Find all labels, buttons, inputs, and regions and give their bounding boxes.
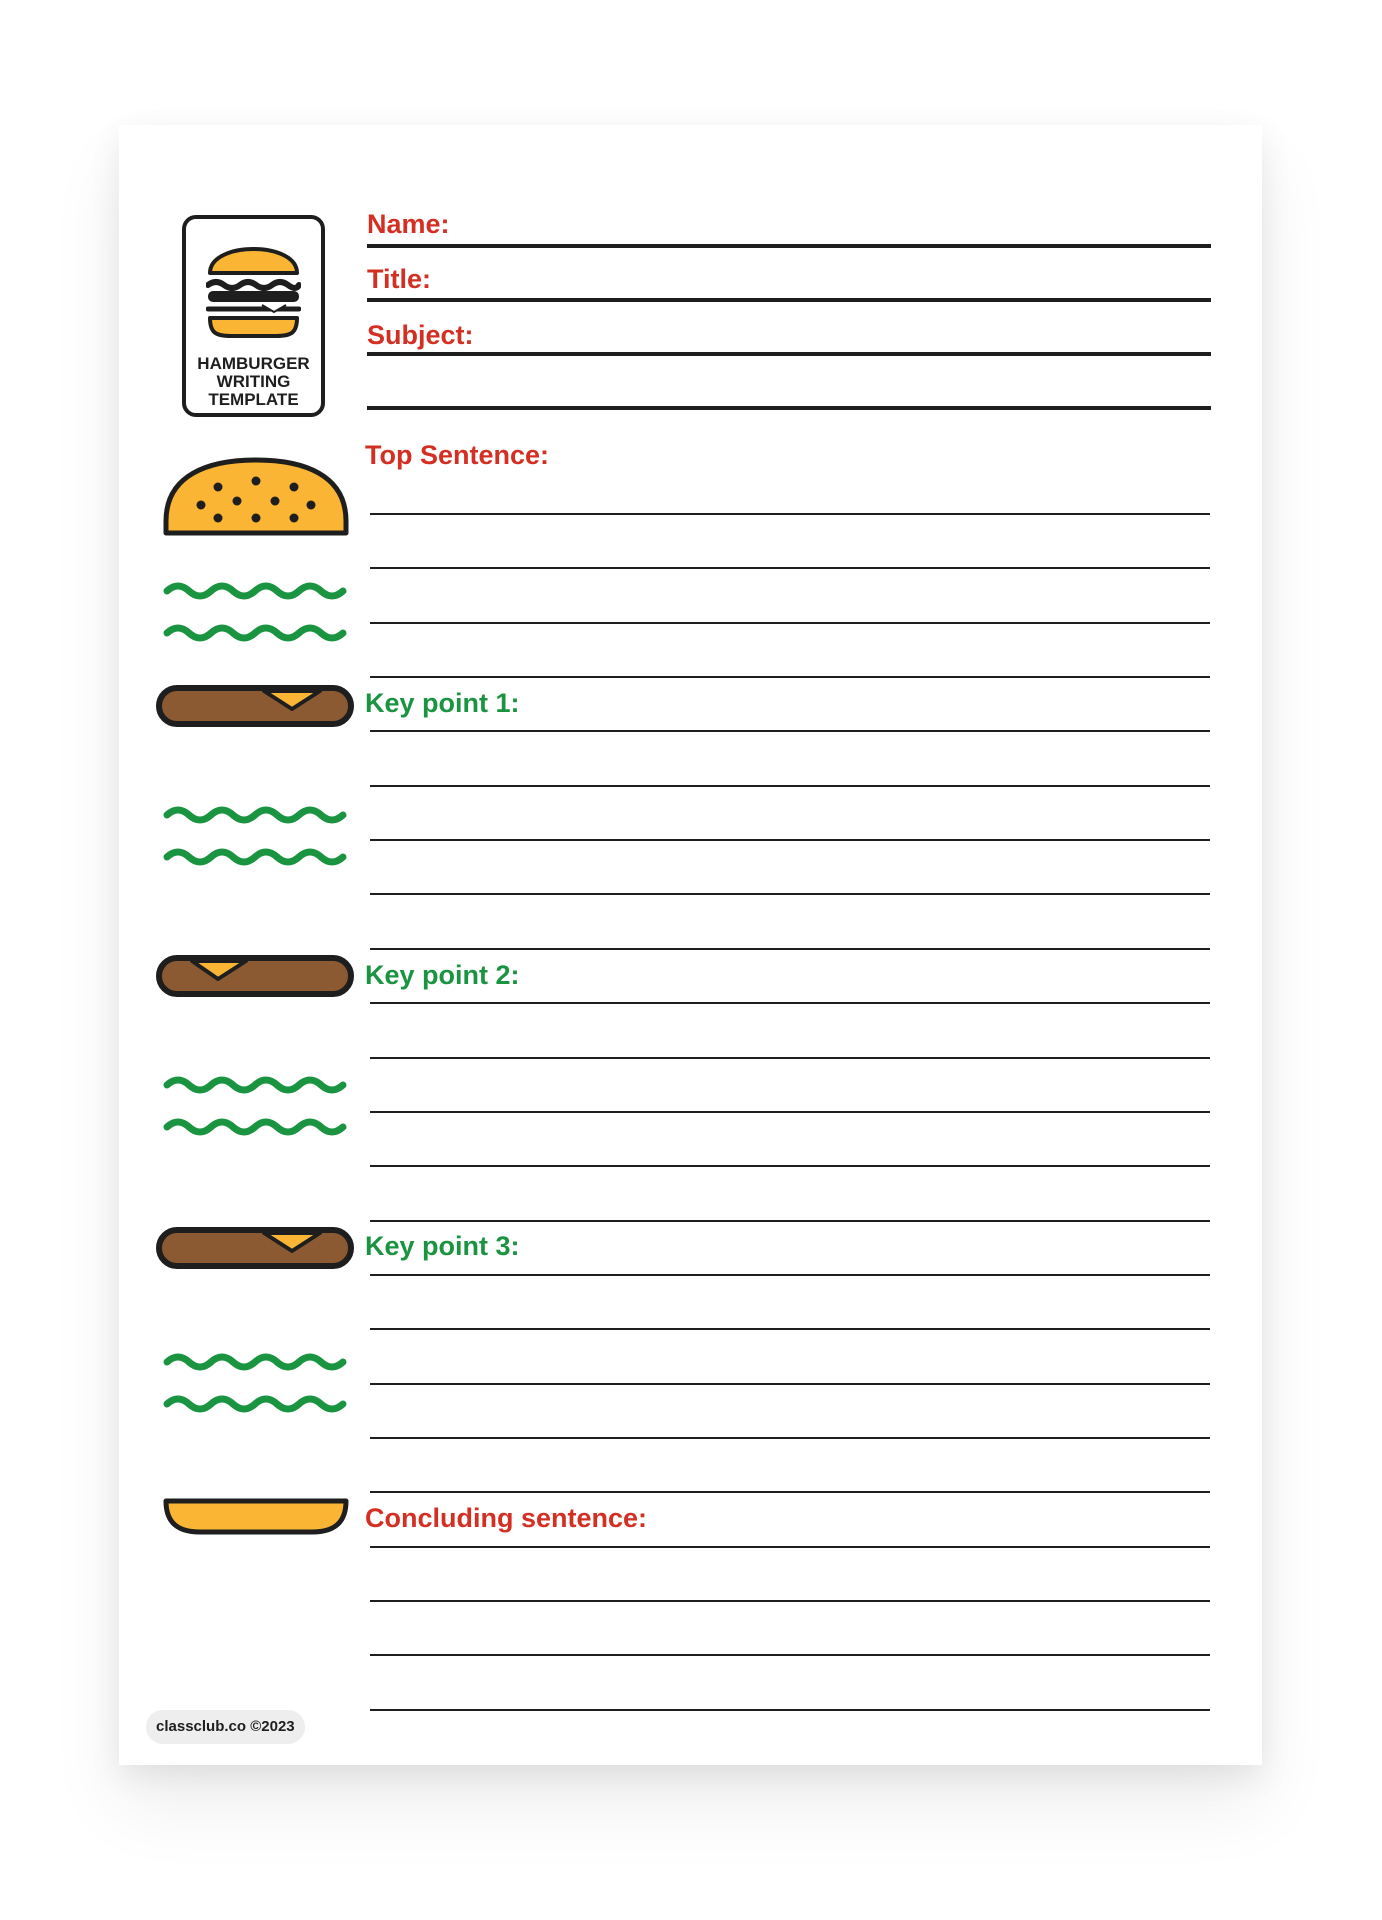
hamburger-icon xyxy=(206,233,301,343)
writing-line[interactable] xyxy=(370,676,1210,678)
writing-line[interactable] xyxy=(370,785,1210,787)
patty-icon xyxy=(156,685,354,727)
writing-line[interactable] xyxy=(370,1546,1210,1548)
writing-line[interactable] xyxy=(370,567,1210,569)
patty-icon xyxy=(156,1227,354,1269)
key-point-1-label: Key point 1: xyxy=(365,688,520,718)
copyright-badge: classclub.co ©2023 xyxy=(146,1710,305,1744)
patty-icon xyxy=(156,955,354,997)
hamburger-logo xyxy=(182,215,325,417)
logo-line-1: HAMBURGER xyxy=(197,354,310,373)
writing-line[interactable] xyxy=(370,513,1210,515)
writing-line[interactable] xyxy=(370,730,1210,732)
writing-line[interactable] xyxy=(370,1002,1210,1004)
writing-line[interactable] xyxy=(370,1165,1210,1167)
writing-line[interactable] xyxy=(370,1654,1210,1656)
writing-line[interactable] xyxy=(370,1220,1210,1222)
logo-line-3: TEMPLATE xyxy=(208,390,299,409)
writing-line[interactable] xyxy=(370,622,1210,624)
bottom-bun-icon xyxy=(162,1497,350,1537)
writing-line[interactable] xyxy=(370,1709,1210,1711)
lettuce-icon xyxy=(162,801,350,869)
logo-text xyxy=(186,355,321,409)
lettuce-icon xyxy=(162,1348,350,1416)
top-bun-icon xyxy=(162,455,350,537)
writing-line[interactable] xyxy=(370,948,1210,950)
lettuce-icon xyxy=(162,577,350,645)
key-point-2-label: Key point 2: xyxy=(365,960,520,990)
title-field[interactable] xyxy=(367,298,1211,302)
writing-line[interactable] xyxy=(370,839,1210,841)
lettuce-icon xyxy=(162,1071,350,1139)
key-point-3-label: Key point 3: xyxy=(365,1231,520,1261)
writing-line[interactable] xyxy=(370,893,1210,895)
writing-line[interactable] xyxy=(370,1057,1210,1059)
title-label: Title: xyxy=(367,264,432,294)
writing-line[interactable] xyxy=(370,1600,1210,1602)
writing-line[interactable] xyxy=(370,1328,1210,1330)
subject-field[interactable] xyxy=(367,352,1211,356)
name-label: Name: xyxy=(367,209,450,239)
subject-label: Subject: xyxy=(367,320,474,350)
name-field[interactable] xyxy=(367,244,1211,248)
logo-line-2: WRITING xyxy=(216,372,291,391)
writing-line[interactable] xyxy=(370,1274,1210,1276)
top-sentence-label: Top Sentence: xyxy=(365,440,550,470)
subject-field-extra[interactable] xyxy=(367,406,1211,410)
concluding-sentence-label: Concluding sentence: xyxy=(365,1503,648,1533)
writing-line[interactable] xyxy=(370,1491,1210,1493)
writing-line[interactable] xyxy=(370,1437,1210,1439)
writing-line[interactable] xyxy=(370,1111,1210,1113)
writing-line[interactable] xyxy=(370,1383,1210,1385)
